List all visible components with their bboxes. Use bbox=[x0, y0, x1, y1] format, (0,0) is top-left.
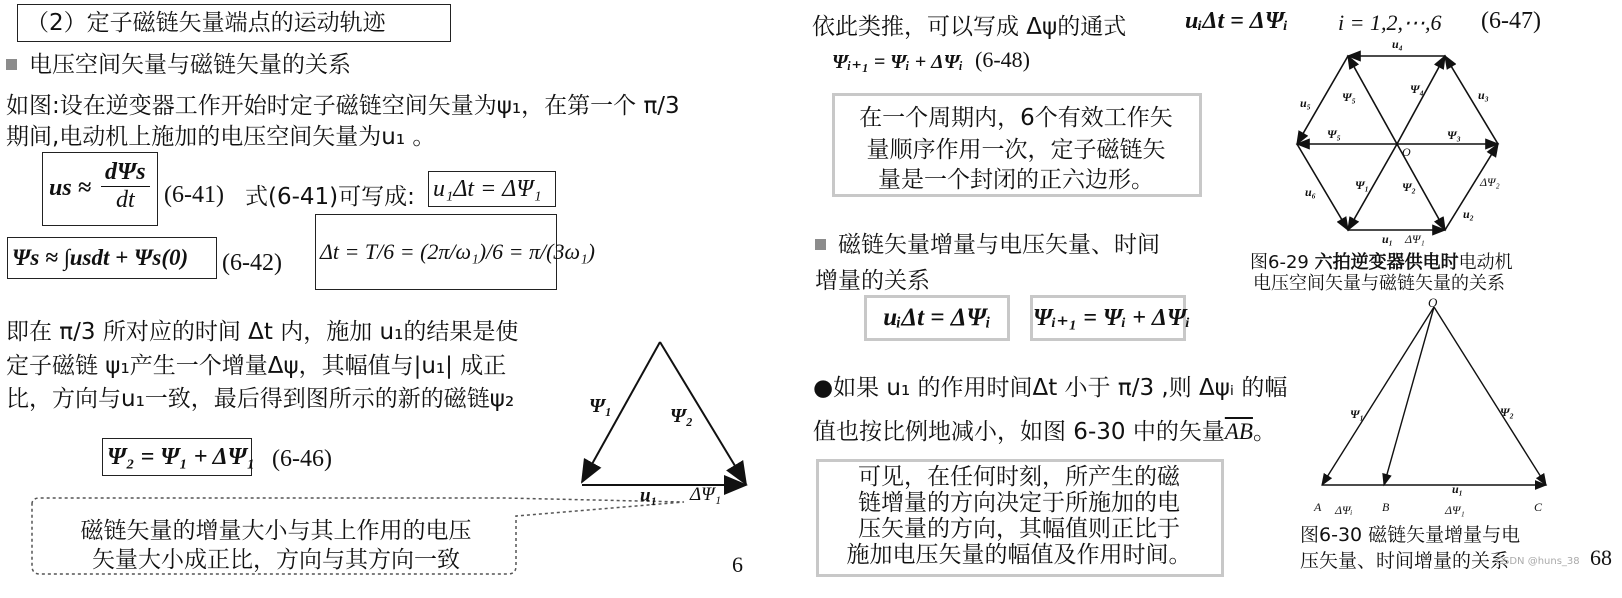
equation-rewrite: u₁Δt = ΔΨ₁ bbox=[428, 171, 556, 207]
watermark: CSDN @huns_38 bbox=[1496, 556, 1580, 567]
equation-6-42: Ψs ≈ ∫usdt + Ψs(0) bbox=[7, 237, 217, 279]
equation-box-b: Ψᵢ₊₁ = Ψᵢ + ΔΨᵢ bbox=[1030, 295, 1186, 341]
summary-box-2-line-1: 可见，在任何时刻，所产生的磁 bbox=[858, 464, 1180, 490]
fig30-label-dpsi1: ΔΨ₁ bbox=[1445, 503, 1465, 517]
fig30-label-C: C bbox=[1534, 500, 1543, 514]
hex-label-psi4: Ψ₄ bbox=[1410, 82, 1424, 96]
equation-6-41-tag: (6-41) bbox=[164, 182, 224, 208]
para-line-1: 即在 π/3 所对应的时间 Δt 内，施加 u₁的结果是使 bbox=[6, 319, 519, 345]
intro-line-2: 期间,电动机上施加的电压空间矢量为u₁ 。 bbox=[6, 124, 436, 150]
increment-figure bbox=[1300, 295, 1560, 515]
triangle-label-psi2: Ψ₂ bbox=[670, 405, 693, 427]
fig30-label-O: O bbox=[1428, 295, 1438, 310]
summary-box-2-line-2: 链增量的方向决定于所施加的电 bbox=[858, 490, 1180, 516]
hex-label-u1: u₁ bbox=[1382, 232, 1393, 246]
callout-line-1: 磁链矢量的增量大小与其上作用的电压 bbox=[80, 518, 472, 544]
para-line-3: 比，方向与u₁一致，最后得到图所示的新的磁链ψ₂ bbox=[6, 386, 515, 412]
left-page-number: 6 bbox=[732, 552, 743, 577]
para-line-2: 定子磁链 ψ₁产生一个增量Δψ，其幅值与|u₁| 成正 bbox=[6, 353, 507, 379]
general-formula-tag: (6-47) bbox=[1481, 8, 1541, 34]
hex-label-u3: u₃ bbox=[1478, 88, 1489, 102]
section-heading: （2）定子磁链矢量端点的运动轨迹 bbox=[17, 4, 451, 42]
bullet-icon bbox=[6, 59, 17, 70]
general-formula-line: 依此类推，可以写成 Δψ的通式 bbox=[812, 14, 1127, 40]
bullet-icon bbox=[815, 239, 826, 250]
general-formula-range: i = 1,2,⋯,6 bbox=[1338, 10, 1442, 35]
callout-line-2: 矢量大小成正比，方向与其方向一致 bbox=[92, 547, 460, 573]
fig30-label-dpsi-i: ΔΨᵢ bbox=[1335, 503, 1353, 517]
hex-label-psi1: Ψ₁ bbox=[1355, 178, 1369, 192]
hex-label-dpsi1: ΔΨ₁ bbox=[1405, 232, 1425, 246]
para2-line-2: 值也按比例地减小，如图 6-30 中的矢量$\overline{AB}$。 bbox=[813, 419, 1276, 445]
hex-label-origin: O bbox=[1402, 145, 1411, 159]
hex-label-psi3: Ψ₃ bbox=[1447, 128, 1461, 142]
general-formula: uᵢΔt = ΔΨᵢ bbox=[1185, 8, 1289, 34]
fig30-label-psi2: Ψ₂ bbox=[1500, 405, 1514, 419]
fig29-caption-line-1: 图6-29 六拍逆变器供电时电动机 bbox=[1250, 252, 1513, 273]
hex-label-psi2: Ψ₂ bbox=[1402, 180, 1416, 194]
equation-6-41: us ≈ dΨs dt bbox=[42, 152, 158, 226]
intro-line-1: 如图:设在逆变器工作开始时定子磁链空间矢量为ψ₁，在第一个 π/3 bbox=[6, 93, 680, 119]
fig30-label-u1: u₁ bbox=[1452, 482, 1463, 496]
hex-label-psi5a: Ψ₅ bbox=[1342, 90, 1356, 104]
vector-ab: $\overline{AB}$ bbox=[1224, 419, 1253, 444]
equation-6-46-tag: (6-46) bbox=[272, 446, 332, 472]
bullet2-line-2: 增量的关系 bbox=[815, 268, 930, 294]
fig30-label-B: B bbox=[1382, 500, 1390, 514]
hex-label-u4: u₄ bbox=[1392, 37, 1403, 51]
fig30-label-psi1: Ψ₁ bbox=[1350, 407, 1364, 421]
triangle-label-psi1: Ψ₁ bbox=[589, 395, 612, 417]
fig30-caption-line-2: 压矢量、时间增量的关系 bbox=[1300, 550, 1510, 572]
summary-box-1-line-2: 量顺序作用一次，定子磁链矢 bbox=[866, 137, 1166, 163]
equation-delta-t: Δt = T/6 = (2π/ω₁)/6 = π/(3ω₁) bbox=[315, 214, 557, 290]
hex-label-u6: u₆ bbox=[1305, 185, 1316, 199]
equation-6-48: Ψᵢ₊₁ = Ψᵢ + ΔΨᵢ bbox=[832, 51, 964, 73]
right-page-number: 68 bbox=[1590, 545, 1612, 570]
fig30-caption-line-1: 图6-30 磁链矢量增量与电 bbox=[1300, 524, 1521, 546]
hex-label-dpsi2: ΔΨ₂ bbox=[1480, 175, 1500, 189]
rewrite-label: 式(6-41)可写成: bbox=[245, 184, 415, 210]
summary-box-2-line-4: 施加电压矢量的幅值及作用时间。 bbox=[846, 542, 1192, 568]
hex-label-u5: u₅ bbox=[1300, 96, 1311, 110]
triangle-label-dpsi1: ΔΨ₁ bbox=[690, 484, 722, 505]
fig30-label-A: A bbox=[1314, 500, 1322, 514]
summary-box-2-line-3: 压矢量的方向，其幅值则正比于 bbox=[858, 516, 1180, 542]
equation-6-46: Ψ₂ = Ψ₁ + ΔΨ₁ bbox=[102, 438, 252, 476]
triangle-label-u1: u₁ bbox=[640, 485, 658, 506]
equation-6-42-tag: (6-42) bbox=[222, 250, 282, 276]
subheading: 电压空间矢量与磁链矢量的关系 bbox=[6, 46, 351, 79]
equation-box-a: uᵢΔt = ΔΨᵢ bbox=[864, 295, 1010, 341]
equation-6-48-tag: (6-48) bbox=[975, 47, 1030, 72]
para2-line-1: ●如果 u₁ 的作用时间Δt 小于 π/3 ,则 Δψᵢ 的幅 bbox=[813, 375, 1288, 401]
summary-box-1-line-1: 在一个周期内，6个有效工作矢 bbox=[859, 105, 1173, 131]
bullet2-line-1: 磁链矢量增量与电压矢量、时间 bbox=[815, 226, 1160, 259]
summary-box-1-line-3: 量是一个封闭的正六边形。 bbox=[878, 167, 1154, 193]
hex-label-psi5b: Ψ₅ bbox=[1327, 127, 1341, 141]
hexagon-figure bbox=[1290, 40, 1510, 250]
hex-label-u2: u₂ bbox=[1463, 207, 1474, 221]
fig29-caption-line-2: 电压空间矢量与磁链矢量的关系 bbox=[1253, 273, 1505, 294]
